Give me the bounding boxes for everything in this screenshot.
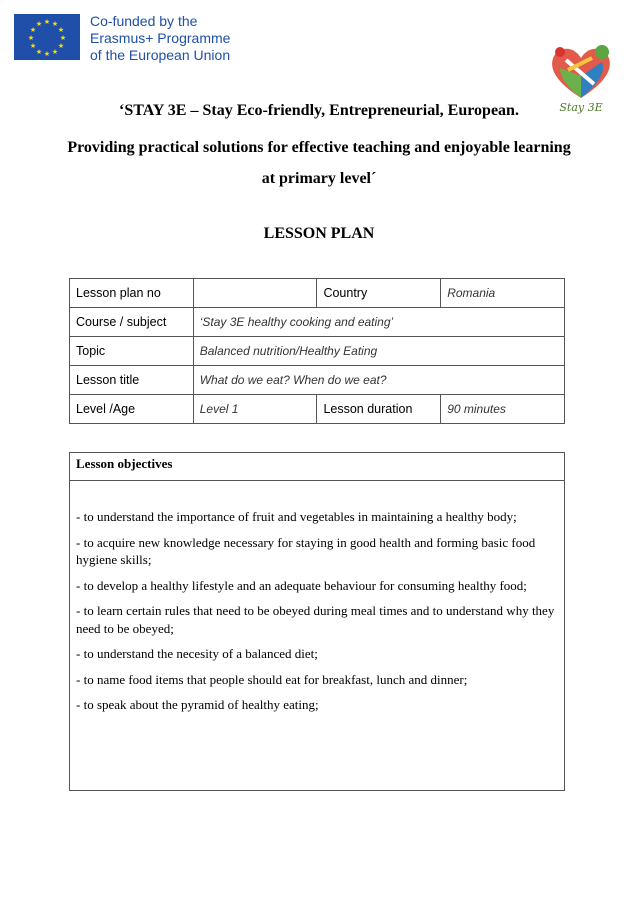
eu-line-3: of the European Union xyxy=(90,47,231,63)
svg-text:★: ★ xyxy=(51,48,59,56)
list-item: - to learn certain rules that need to be obeyed during meal times and to understand why they need to be obeyed; xyxy=(76,603,555,636)
country-label: Country xyxy=(317,279,441,308)
duration-label: Lesson duration xyxy=(317,395,441,424)
title-line-1: ‘STAY 3E – Stay Eco-friendly, Entrepreneurial, European. xyxy=(119,102,519,119)
duration-value: 90 minutes xyxy=(441,395,565,424)
svg-text:★: ★ xyxy=(29,26,37,34)
table-row xyxy=(70,395,565,424)
lesson-plan-no-label: Lesson plan no xyxy=(70,279,194,308)
country-value: Romania xyxy=(441,279,565,308)
table-row xyxy=(70,337,565,366)
list-item: - to understand the necesity of a balanced diet; xyxy=(76,646,318,661)
title-line-2: Providing practical solutions for effective teaching and enjoyable learning xyxy=(67,139,571,156)
svg-text:★: ★ xyxy=(57,42,65,50)
list-item: - to understand the importance of fruit and vegetables in maintaining a healthy body; xyxy=(76,509,517,524)
table-row xyxy=(70,279,565,308)
lesson-title-label: Lesson title xyxy=(70,366,194,395)
svg-text:★: ★ xyxy=(59,34,67,42)
svg-text:★: ★ xyxy=(43,50,51,58)
course-value: ‘Stay 3E healthy cooking and eating’ xyxy=(193,308,564,337)
lesson-plan-heading: LESSON PLAN xyxy=(263,225,375,242)
title-line-3: at primary level´ xyxy=(261,170,377,187)
table-row xyxy=(70,308,565,337)
level-label: Level /Age xyxy=(70,395,194,424)
eu-line-1: Co-funded by the xyxy=(90,13,198,29)
list-item: - to speak about the pyramid of healthy eating; xyxy=(76,697,319,712)
list-item: - to acquire new knowledge necessary for staying in good health and forming basic food hygiene skills; xyxy=(76,534,536,567)
svg-text:★: ★ xyxy=(35,48,43,56)
logo-text: Stay 3E xyxy=(559,101,603,114)
svg-text:★: ★ xyxy=(51,20,59,28)
lesson-plan-no-value xyxy=(193,279,317,308)
lesson-objectives-box xyxy=(69,452,565,791)
lesson-title-value: What do we eat? When do we eat? xyxy=(193,366,564,395)
eu-flag-icon xyxy=(14,14,80,60)
svg-text:★: ★ xyxy=(43,18,51,26)
course-label: Course / subject xyxy=(70,308,194,337)
eu-funding-text xyxy=(90,13,230,64)
objectives-list xyxy=(70,481,564,714)
svg-text:★: ★ xyxy=(29,42,37,50)
objectives-heading: Lesson objectives xyxy=(70,453,564,481)
eu-line-2: Erasmus+ Programme xyxy=(90,30,231,46)
topic-label: Topic xyxy=(70,337,194,366)
table-row xyxy=(70,366,565,395)
svg-text:★: ★ xyxy=(35,20,43,28)
svg-text:★: ★ xyxy=(27,34,35,42)
list-item: - to name food items that people should eat for breakfast, lunch and dinner; xyxy=(76,671,468,687)
topic-value: Balanced nutrition/Healthy Eating xyxy=(193,337,564,366)
lesson-info-table xyxy=(69,278,565,424)
list-item: - to develop a healthy lifestyle and an adequate behaviour for consuming healthy food; xyxy=(76,577,527,593)
level-value: Level 1 xyxy=(193,395,317,424)
svg-text:★: ★ xyxy=(57,26,65,34)
